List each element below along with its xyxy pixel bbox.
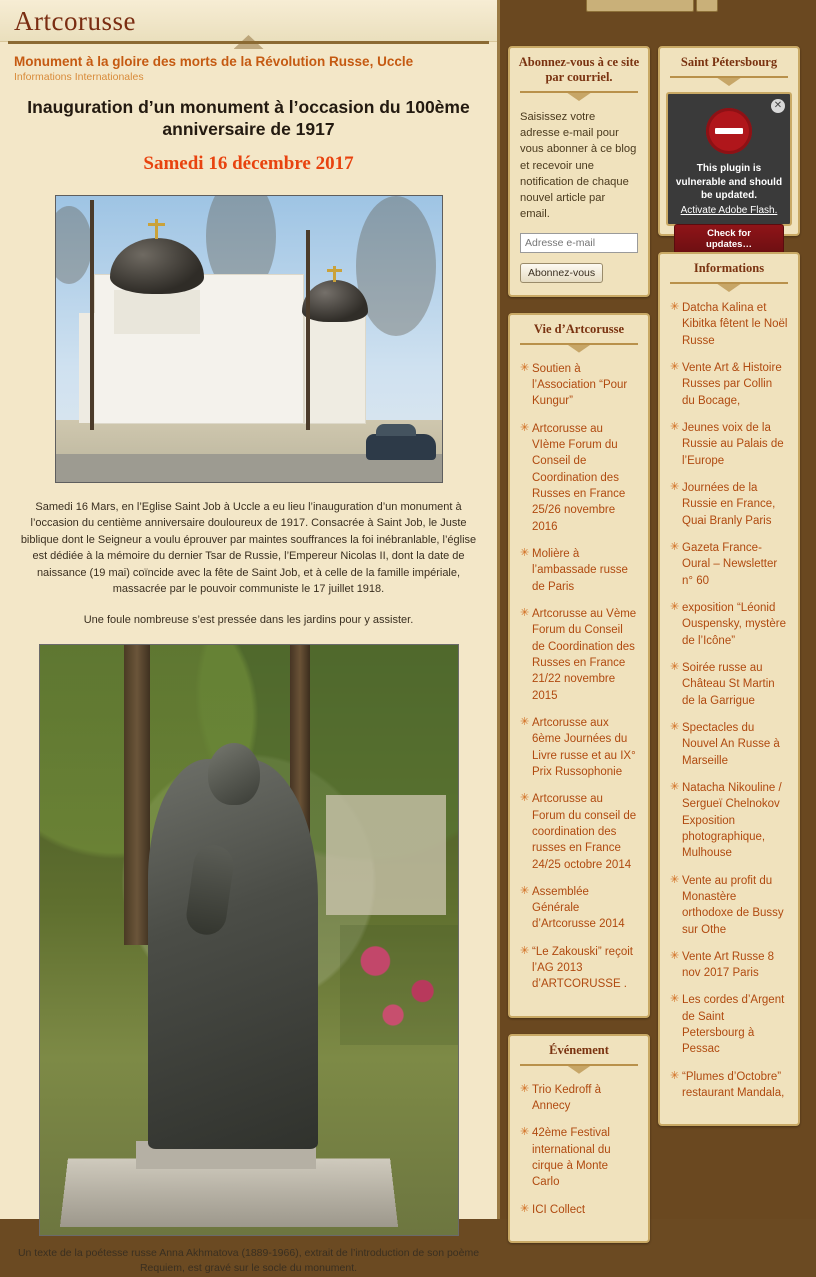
bullet-star-icon: ✳	[670, 600, 680, 613]
list-item-label: Les cordes d’Argent de Saint Petersbourg à Pessac	[682, 994, 785, 1056]
top-nav-chip[interactable]	[586, 0, 694, 12]
list-item-label: Jeunes voix de la Russie au Palais de l’Europe	[682, 421, 784, 467]
widget-subscribe-title: Abonnez-vous à ce site par courriel.	[518, 55, 640, 84]
list-item[interactable]	[670, 780, 788, 873]
list-item[interactable]	[520, 715, 638, 791]
bullet-star-icon: ✳	[520, 884, 530, 897]
close-icon[interactable]: ✕	[771, 99, 785, 113]
email-field[interactable]	[520, 233, 638, 253]
list-item[interactable]	[670, 949, 788, 993]
orthodox-cross-icon	[333, 266, 336, 282]
list-item-label: Datcha Kalina et Kibitka fêtent le Noël Russe	[682, 302, 788, 347]
subscribe-button[interactable]: Abonnez-vous	[520, 263, 603, 283]
list-item[interactable]	[520, 606, 638, 715]
list-item[interactable]	[520, 361, 638, 421]
bullet-star-icon: ✳	[670, 1069, 680, 1082]
list-item-label: Natacha Nikouline / Sergueï Chelnokov Exposition photographique, Mulhouse	[682, 781, 782, 860]
breadcrumb[interactable]: Monument à la gloire des morts de la Révolution Russe, Uccle	[14, 54, 414, 69]
sidebar-column-left	[508, 46, 650, 1259]
bullet-star-icon: ✳	[670, 949, 680, 962]
evenement-list	[520, 1082, 638, 1229]
photo-monument[interactable]	[39, 644, 459, 1236]
list-item[interactable]	[670, 540, 788, 600]
bullet-star-icon: ✳	[520, 1202, 530, 1215]
list-item-label: Artcorusse au Vème Forum du Conseil de Coordination des Russes en France 21/22 novembre 2015	[532, 607, 637, 702]
list-item-label: “Le Zakouski” reçoit l’AG 2013 d’ARTCORUSSE .	[532, 945, 633, 991]
list-item[interactable]	[520, 884, 638, 944]
bullet-star-icon: ✳	[520, 944, 530, 957]
no-entry-icon	[706, 108, 752, 154]
list-item[interactable]	[520, 791, 638, 884]
background-building	[326, 795, 446, 915]
informations-list	[670, 300, 788, 1112]
top-nav-chip-small[interactable]	[696, 0, 718, 12]
widget-evenement-title: Événement	[549, 1042, 609, 1057]
list-item[interactable]	[670, 480, 788, 540]
list-item-label: 42ème Festival international du cirque à Monte Carlo	[532, 1127, 611, 1189]
list-item-label: Artcorusse au VIème Forum du Conseil de Coordination des Russes en France 25/26 novembre 2016	[532, 422, 626, 533]
list-item-label: Trio Kedroff à Annecy	[532, 1083, 602, 1113]
list-item[interactable]	[670, 360, 788, 420]
bullet-star-icon: ✳	[520, 361, 530, 374]
list-item[interactable]	[520, 421, 638, 546]
top-nav-strip	[500, 0, 816, 20]
list-item-label: Journées de la Russie en France, Quai Branly Paris	[682, 481, 776, 527]
post-paragraph-1: Samedi 16 Mars, en l’Eglise Saint Job à Uccle a eu lieu l’inauguration d’un monument à l’occasion du centième anniversaire douloureux de 1917. Consacrée à Saint Job, le Juste biblique dont le Seigneur a voulu éprouver par maintes souffrances la foi inébranlable, l’église est dédiée à la mémoire du dernier Tsar de Russie, l’Empereur Nicolas II, dont la date de naissance (19 mai) coïncide avec la fête de Saint Job, et à celle de la famille impériale, massacrée par le pouvoir communiste le 17 juillet 1918.	[20, 500, 477, 596]
widget-petersbourg-title: Saint Pétersbourg	[680, 55, 778, 69]
bullet-star-icon: ✳	[670, 480, 680, 493]
bullet-star-icon: ✳	[520, 715, 530, 728]
widget-vie-artcorusse	[508, 313, 650, 1018]
vie-list	[520, 361, 638, 1004]
statue-body	[148, 759, 318, 1149]
list-item-label: “Plumes d’Octobre” restaurant Mandala,	[682, 1070, 785, 1100]
list-item[interactable]	[520, 546, 638, 606]
list-item[interactable]	[670, 873, 788, 949]
bullet-star-icon: ✳	[520, 792, 530, 805]
list-item-label: Vente Art Russe 8 nov 2017 Paris	[682, 950, 775, 980]
bullet-star-icon: ✳	[520, 1082, 530, 1095]
list-item[interactable]	[670, 600, 788, 660]
list-item[interactable]	[520, 1202, 638, 1229]
bullet-star-icon: ✳	[520, 606, 530, 619]
list-item-label: ICI Collect	[532, 1203, 586, 1216]
bullet-star-icon: ✳	[670, 360, 680, 373]
tree-trunk	[124, 645, 150, 945]
list-item-label: Molière à l’ambassade russe de Paris	[532, 547, 628, 593]
list-item[interactable]	[670, 420, 788, 480]
bullet-star-icon: ✳	[670, 873, 680, 886]
widget-ornament-icon	[716, 283, 742, 292]
widget-evenement	[508, 1034, 650, 1243]
bullet-star-icon: ✳	[520, 1126, 530, 1139]
post-date: Samedi 16 décembre 2017	[143, 152, 354, 174]
list-item-label: Artcorusse au Forum du conseil de coordination des russes en France 24/25 octobre 2014	[532, 793, 637, 871]
list-item[interactable]	[670, 1069, 788, 1113]
tree-branch-icon	[356, 196, 436, 336]
breadcrumb-category[interactable]: Informations Internationales	[14, 71, 144, 83]
check-for-updates-button[interactable]: Check for updates…	[674, 224, 784, 254]
orthodox-cross-icon	[155, 219, 158, 239]
widget-saint-petersbourg	[658, 46, 800, 250]
widget-ornament-icon	[566, 344, 592, 353]
list-item[interactable]	[670, 660, 788, 720]
bullet-star-icon: ✳	[670, 420, 680, 433]
widget-ornament-icon	[566, 1065, 592, 1074]
flower-bed	[340, 925, 458, 1045]
list-item[interactable]	[520, 1082, 638, 1126]
bullet-star-icon: ✳	[670, 301, 680, 313]
page-title: Inauguration d’un monument à l’occasion du 100ème anniversaire de 1917	[27, 97, 470, 139]
sidebar-region	[500, 0, 816, 1219]
list-item[interactable]	[520, 944, 638, 1004]
list-item[interactable]	[670, 992, 788, 1068]
list-item-label: Vente au profit du Monastère orthodoxe de Bussy sur Othe	[682, 874, 784, 936]
bullet-star-icon: ✳	[520, 546, 530, 559]
bullet-star-icon: ✳	[670, 720, 680, 733]
bell-tower	[304, 316, 366, 424]
list-item-label: Assemblée Générale d’Artcorusse 2014	[532, 885, 625, 931]
sidebar-column-right	[658, 46, 800, 1142]
subscribe-description: Saisissez votre adresse e-mail pour vous abonner à ce blog et recevoir une notification de chaque nouvel article par email.	[520, 111, 637, 221]
activate-flash-link[interactable]: Activate Adobe Flash.	[680, 204, 778, 216]
list-item-label: Artcorusse aux 6ème Journées du Livre russe et au IX° Prix Russophonie	[532, 716, 636, 778]
flash-plugin-placeholder[interactable]	[666, 92, 792, 250]
widget-ornament-icon	[716, 77, 742, 86]
list-item-label: Soutien à l’Association “Pour Kungur”	[532, 362, 628, 408]
list-item-label: Spectacles du Nouvel An Russe à Marseille	[682, 721, 780, 767]
widget-informations-title: Informations	[693, 261, 765, 275]
bullet-star-icon: ✳	[670, 660, 680, 673]
tree-trunk	[90, 200, 94, 430]
widget-informations	[658, 252, 800, 1126]
list-item-label: Gazeta France-Oural – Newsletter n° 60	[682, 541, 778, 587]
bullet-star-icon: ✳	[670, 993, 680, 1006]
list-item[interactable]	[670, 300, 788, 360]
list-item[interactable]	[670, 720, 788, 780]
list-item-label: Vente Art & Histoire Russes par Collin du Bocage,	[682, 361, 782, 407]
site-title: Artcorusse	[14, 6, 136, 36]
bullet-star-icon: ✳	[670, 780, 680, 793]
bullet-star-icon: ✳	[670, 540, 680, 553]
flash-warning-text: This plugin is vulnerable and should be updated.	[675, 163, 783, 201]
tree-trunk	[306, 230, 310, 430]
list-item-label: exposition “Léonid Ouspensky, mystère de l’Icône”	[682, 601, 786, 647]
widget-ornament-icon	[566, 92, 592, 101]
bullet-star-icon: ✳	[520, 421, 530, 434]
site-header	[0, 0, 497, 42]
photo-church-wrapper	[0, 195, 497, 483]
parked-car	[366, 434, 436, 460]
photo-caption: Un texte de la poétesse russe Anna Akhmatova (1889-1966), extrait de l’introduction de son poème Requiem, est gravé sur le socle du monument.	[17, 1247, 480, 1275]
post-paragraph-2: Une foule nombreuse s’est pressée dans les jardins pour y assister.	[83, 613, 414, 626]
photo-church[interactable]	[55, 195, 443, 483]
list-item[interactable]	[520, 1125, 638, 1201]
list-item-label: Soirée russe au Château St Martin de la Garrigue	[682, 661, 775, 707]
statue-head	[208, 743, 260, 805]
widget-subscribe	[508, 46, 650, 297]
church-drum	[114, 290, 200, 334]
widget-vie-title: Vie d’Artcorusse	[533, 321, 625, 336]
